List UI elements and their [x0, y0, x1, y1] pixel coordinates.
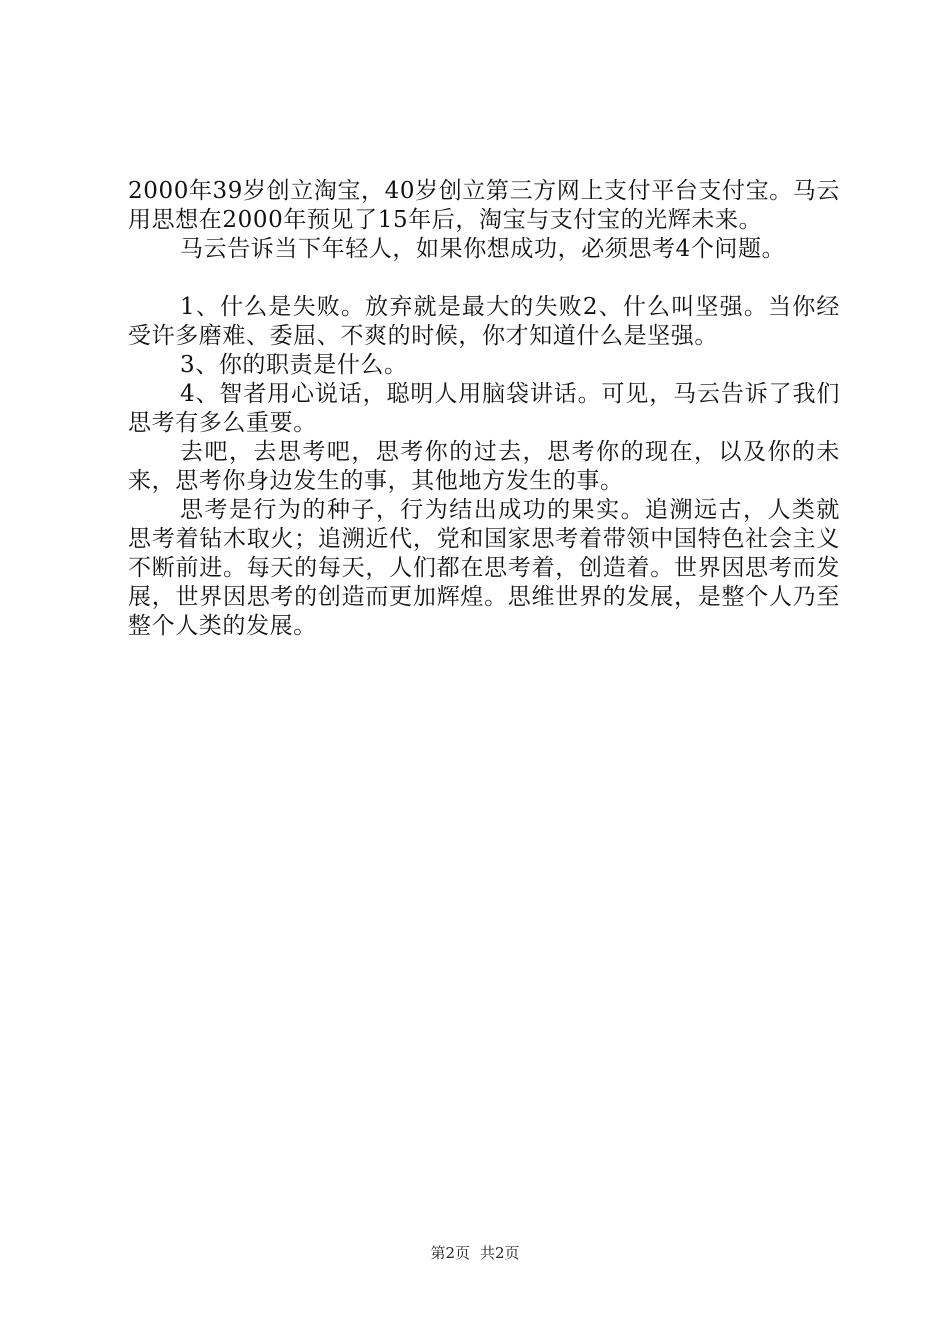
paragraph-question-1-2: 1、什么是失败。放弃就是最大的失败2、什么叫坚强。当你经受许多磨难、委屈、不爽的时候，你才知道什么是坚强。 — [128, 294, 840, 349]
paragraph-question-3: 3、你的职责是什么。 — [180, 352, 408, 378]
paragraph-spacer — [128, 264, 840, 293]
page-total: 共2页 — [480, 1244, 520, 1262]
paragraph-intro: 2000年39岁创立淘宝，40岁创立第三方网上支付平台支付宝。马云用思想在2000年预见了15年后，淘宝与支付宝的光辉未来。 — [128, 178, 840, 233]
page-footer — [0, 1243, 950, 1263]
paragraph-question-4: 4、智者用心说话，聪明人用脑袋讲话。可见，马云告诉了我们思考有多么重要。 — [128, 381, 840, 436]
paragraph-go-think: 去吧，去思考吧，思考你的过去，思考你的现在，以及你的未来，思考你身边发生的事，其他地方发生的事。 — [128, 439, 840, 494]
page-number: 第2页 — [430, 1244, 470, 1262]
document-body — [128, 177, 840, 641]
paragraph-four-questions: 马云告诉当下年轻人，如果你想成功，必须思考4个问题。 — [180, 236, 786, 262]
paragraph-conclusion: 思考是行为的种子，行为结出成功的果实。追溯远古，人类就思考着钻木取火；追溯近代，党和国家思考着带领中国特色社会主义不断前进。每天的每天，人们都在思考着，创造着。世界因思考而发展，世界因思考的创造而更加辉煌。思维世界的发展，是整个人乃至整个人类的发展。 — [128, 497, 840, 639]
